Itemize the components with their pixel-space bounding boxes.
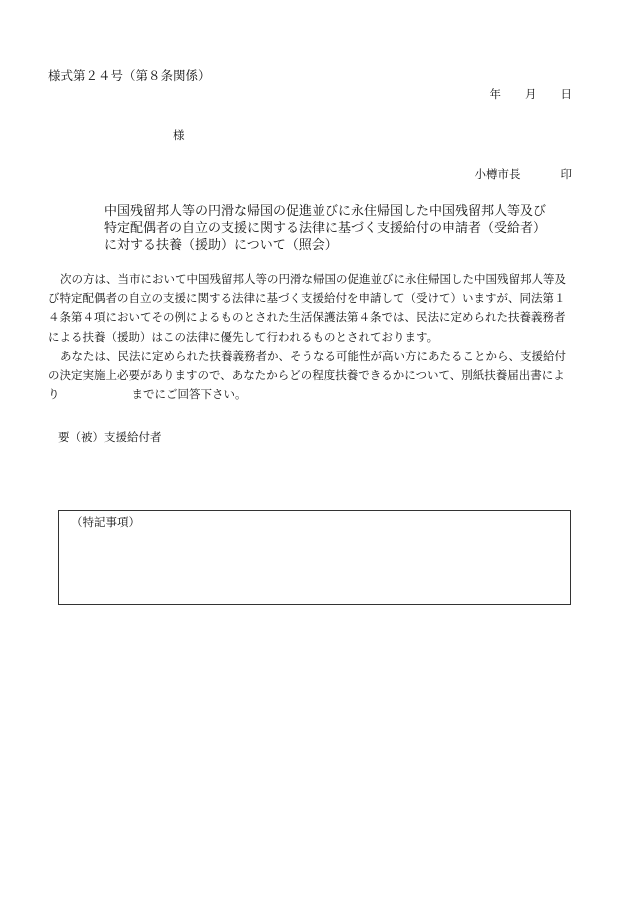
body-line-3: ４条第４項においてその例によるものとされた生活保護法第４条では、民法に定められた扶養義務者 <box>48 310 566 325</box>
body-line-7 <box>48 385 586 404</box>
body-line-4: による扶養（援助）はこの法律に優先して行われるものとされております。 <box>48 329 439 344</box>
document-title <box>104 203 547 254</box>
issuer-line <box>475 169 573 181</box>
title-line-2: 特定配偶者の自立の支援に関する法律に基づく支援給付の申請者（受給者） <box>104 221 547 236</box>
date-month-label: 月 <box>525 87 537 101</box>
seal-mark: 印 <box>560 167 572 181</box>
date-day-label: 日 <box>560 87 572 101</box>
body-line-6: の決定実施上必要がありますので、あなたからどの程度扶養できるかについて、別紙扶養届出書によ <box>48 368 565 383</box>
body-line-1: 次の方は、当市において中国残留邦人等の円滑な帰国の促進並びに永住帰国した中国残留邦人等及 <box>60 272 566 286</box>
issuer-name: 小樽市長 <box>474 167 521 181</box>
notes-label: （特記事項） <box>71 515 140 529</box>
body-line-7-end: までにご回答下さい。 <box>131 387 247 402</box>
body-line-7-start: り <box>48 387 60 402</box>
form-number: 様式第２４号（第８条関係） <box>48 68 211 83</box>
title-line-3: に対する扶養（援助）について（照会） <box>104 238 338 253</box>
body-line-2: び特定配偶者の自立の支援に関する法律に基づく支援給付を申請して（受けて）いますが、同法第１ <box>48 291 566 306</box>
date-line <box>490 89 573 101</box>
date-year-label: 年 <box>489 87 501 101</box>
body-line-5: あなたは、民法に定められた扶養義務者か、そうなる可能性が高い方にあたることから、支援給付 <box>60 348 566 363</box>
title-line-1: 中国残留邦人等の円滑な帰国の促進並びに永住帰国した中国残留邦人等及び <box>104 204 547 219</box>
recipient-honorific: 様 <box>173 128 185 142</box>
notes-box <box>58 510 571 605</box>
subject-label: 要（被）支援給付者 <box>58 430 162 444</box>
body-text <box>48 270 586 404</box>
